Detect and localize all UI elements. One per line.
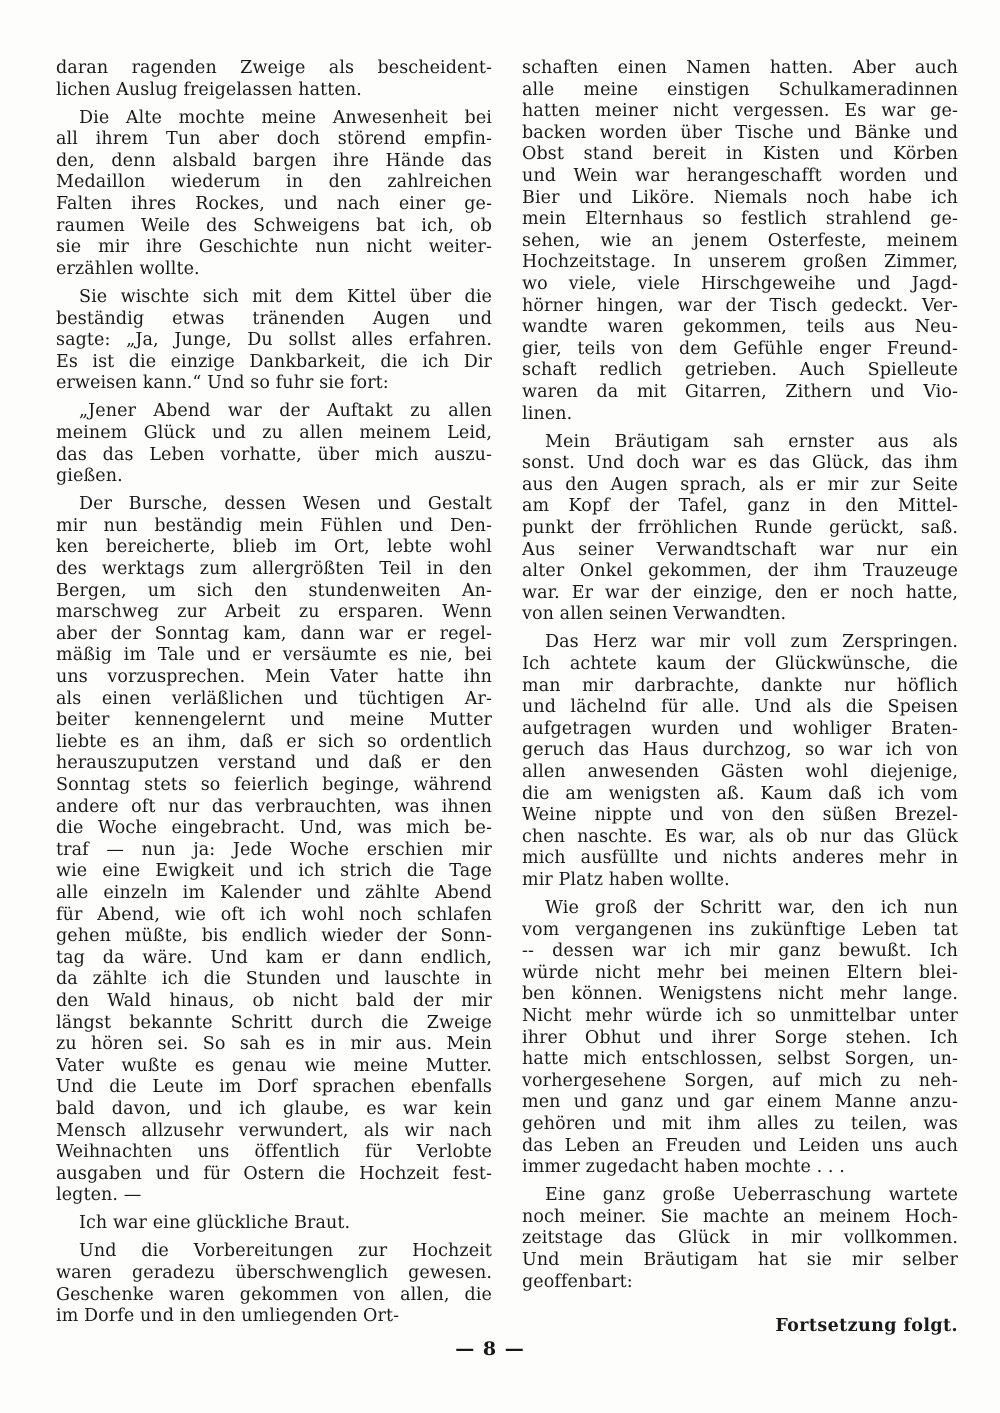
text-line: legten. — xyxy=(56,1185,142,1206)
text-line: und lächelnd für alle. Und als die Speisen xyxy=(522,697,958,718)
text-line: ben können. Wenigstens nicht mehr lange. xyxy=(522,984,958,1005)
text-line: -- dessen war ich mir ganz bewußt. Ich xyxy=(522,941,958,962)
text-line: sagte: „Ja, Junge, Du sollst alles erfahren. xyxy=(56,330,492,351)
text-line: vorhergesehene Sorgen, auf mich zu neh- xyxy=(522,1070,958,1091)
text-line: den Wald hinaus, ob nicht bald der mir xyxy=(56,990,492,1011)
text-line: das das Leben vorhatte, über mich auszu- xyxy=(56,444,492,465)
text-line: Ich achtete kaum der Glückwünsche, die xyxy=(522,654,958,675)
text-line: mich ausfüllte und nichts anderes mehr in xyxy=(522,848,958,869)
text-line: beständig etwas tränenden Augen und xyxy=(56,308,492,329)
text-line: mir nun beständig mein Fühlen und Den- xyxy=(56,515,492,536)
text-line: Vater wußte es genau wie meine Mutter. xyxy=(56,1055,492,1076)
paragraph xyxy=(56,58,492,101)
text-line: mir Platz haben wollte. xyxy=(522,869,730,890)
text-line: alle einzeln im Kalender und zählte Abend xyxy=(56,882,492,903)
text-line: die am wenigsten aß. Kaum daß ich vom xyxy=(522,783,958,804)
text-line: Sie wischte sich mit dem Kittel über die xyxy=(79,286,492,307)
text-line: sie mir ihre Geschichte nun nicht weiter- xyxy=(56,237,492,258)
text-line: Medaillon wiederum in den zahlreichen xyxy=(56,172,492,193)
text-line: sonst. Und doch war es das Glück, das ihm xyxy=(522,453,958,474)
text-line: da zählte ich die Stunden und lauschte in xyxy=(56,969,492,990)
text-line: mein Elternhaus so festlich strahlend ge- xyxy=(522,209,958,230)
text-line: Geschenke waren gekommen von allen, die xyxy=(56,1284,492,1305)
text-line: raumen Weile des Schweigens bat ich, ob xyxy=(56,215,492,236)
text-line: Der Bursche, dessen Wesen und Gestalt xyxy=(79,494,492,515)
text-line: des werktags zum allergrößten Teil in den xyxy=(56,559,492,580)
text-line: meinem Glück und zu allen meinem Leid, xyxy=(56,423,492,443)
text-line: Und die Vorbereitungen zur Hochzeit xyxy=(79,1241,492,1262)
paragraph xyxy=(56,401,492,487)
text-line: aufgetragen wurden und wohliger Braten- xyxy=(522,718,958,739)
text-line: im Dorfe und in den umliegenden Ort- xyxy=(56,1306,400,1327)
paragraph xyxy=(56,494,492,1207)
page-number xyxy=(0,1338,980,1360)
text-line: als einen verläßlichen und tüchtigen Ar- xyxy=(56,688,492,709)
text-line: immer zugedacht haben mochte . . . xyxy=(522,1157,845,1178)
paragraph xyxy=(56,1213,492,1235)
text-columns xyxy=(56,58,958,1338)
text-line: für Abend, wie oft ich wohl noch schlafen xyxy=(56,904,492,925)
text-line: hörner hingen, war der Tisch gedeckt. Ver- xyxy=(522,295,958,316)
text-line: geoffenbart: xyxy=(522,1271,633,1292)
text-line: ihrer Obhut und ihrer Sorge stehen. Ich xyxy=(522,1027,958,1048)
text-line: punkt der frröhlichen Runde gerückt, saß. xyxy=(522,517,958,538)
text-line: noch meiner. Sie machte an meinem Hoch- xyxy=(522,1206,958,1227)
text-line: Nicht mehr würde ich so unmittelbar unter xyxy=(522,1006,958,1027)
text-line: vom vergangenen ins zukünftige Leben tat xyxy=(522,919,958,940)
text-line: gießen. xyxy=(56,466,123,487)
paragraph xyxy=(522,1185,958,1293)
text-line: Wie groß der Schritt war, den ich nun xyxy=(545,898,958,919)
text-line: aus den Augen sprach, als er mir zur Seite xyxy=(522,474,958,495)
text-line: marschweg zur Arbeit zu ersparen. Wenn xyxy=(56,602,492,623)
paragraph xyxy=(56,287,492,395)
text-line: geruch das Haus durchzog, so war ich von xyxy=(522,740,958,761)
text-line: bald davon, und ich glaube, es war kein xyxy=(56,1098,492,1119)
text-line: Falten ihres Rockes, und nach einer ge- xyxy=(56,194,492,215)
paragraph xyxy=(522,1316,958,1338)
text-line: allen anwesenden Gästen wohl diejenige, xyxy=(522,762,958,782)
text-line: Aus seiner Verwandtschaft war nur ein xyxy=(522,539,958,560)
text-line: men und ganz und gar einem Manne anzu- xyxy=(522,1092,958,1113)
page-number-label: — 8 — xyxy=(455,1338,525,1360)
text-line: chen naschte. Es war, als ob nur das Glück xyxy=(522,826,958,847)
text-line: Mensch allzusehr verwundert, als wir nach xyxy=(56,1120,492,1141)
text-line: zeitstage das Glück in mir vollkommen. xyxy=(522,1228,958,1249)
text-line: von allen seinen Verwandten. xyxy=(522,604,787,625)
text-line: war. Er war der einzige, den er noch hatte, xyxy=(522,582,958,603)
text-line: Weine nippte und von den süßen Brezel- xyxy=(522,805,958,826)
paragraph xyxy=(522,432,958,626)
text-line: gier, teils von dem Gefühle enger Freund- xyxy=(522,338,958,359)
text-line: erweisen kann.“ Und so fuhr sie fort: xyxy=(56,373,389,394)
text-line: man mir darbrachte, dankte nur höflich xyxy=(522,675,958,696)
text-line: lichen Auslug freigelassen hatten. xyxy=(56,79,362,100)
text-line: linen. xyxy=(522,403,573,424)
text-line: den, denn alsbald bargen ihre Hände das xyxy=(56,150,492,171)
paragraph xyxy=(522,898,958,1179)
text-line: backen worden über Tische und Bänke und xyxy=(522,122,958,143)
text-line: Weihnachten uns öffentlich für Verlobte xyxy=(56,1142,492,1163)
paragraph xyxy=(56,1241,492,1327)
text-line: Eine ganz große Ueberraschung wartete xyxy=(545,1185,958,1206)
text-line: gehen müßte, bis endlich wieder der Sonn- xyxy=(56,926,492,947)
text-line: würde nicht mehr bei meinen Eltern blei- xyxy=(522,962,958,983)
text-line: wie eine Ewigkeit und ich strich die Tage xyxy=(56,861,492,882)
text-line: wo viele, viele Hirschgeweihe und Jagd- xyxy=(522,273,958,294)
text-line: Sonntag stets so feierlich beginge, während xyxy=(56,775,492,795)
text-line: längst bekannte Schritt durch die Zweige xyxy=(56,1012,492,1033)
text-line: Die Alte mochte meine Anwesenheit bei xyxy=(79,107,492,128)
text-line: die Woche eingebracht. Und, was mich be- xyxy=(56,818,492,839)
text-line: alle meine einstigen Schulkameradinnen xyxy=(522,79,958,100)
text-line: Fortsetzung folgt. xyxy=(775,1316,958,1337)
text-line: all ihrem Tun aber doch störend empfin- xyxy=(56,129,492,150)
text-line: herauszuputzen verstand und daß er den xyxy=(56,753,492,774)
text-line: ken bereicherte, blieb im Ort, lebte wohl xyxy=(56,537,492,558)
text-line: schaften einen Namen hatten. Aber auch xyxy=(522,58,958,78)
text-line: zu hören sei. So sah es in mir aus. Mein xyxy=(56,1034,492,1055)
text-line: Das Herz war mir voll zum Zerspringen. xyxy=(545,632,958,653)
text-line: mäßig im Tale und er versäumte es nie, bei xyxy=(56,645,492,666)
paragraph xyxy=(522,58,958,425)
paragraph xyxy=(56,108,492,281)
text-line: Es ist die einzige Dankbarkeit, die ich Dir xyxy=(56,351,492,372)
text-line: traf — nun ja: Jede Woche erschien mir xyxy=(56,839,492,860)
paragraph xyxy=(522,632,958,891)
text-line: schaft redlich getrieben. Auch Spielleute xyxy=(522,360,958,381)
text-line: Obst stand bereit in Kisten und Körben xyxy=(522,144,958,165)
text-line: am Kopf der Tafel, ganz in den Mittel- xyxy=(522,496,958,517)
text-line: Bier und Liköre. Niemals noch habe ich xyxy=(522,187,958,208)
text-line: uns vorzusprechen. Mein Vater hatte ihn xyxy=(56,667,492,688)
text-line: Ich war eine glückliche Braut. xyxy=(79,1213,351,1234)
text-line: alter Onkel gekommen, der ihm Trauzeuge xyxy=(522,561,958,582)
text-line: tag da wäre. Und kam er dann endlich, xyxy=(56,947,492,968)
text-line: wandte waren gekommen, teils aus Neu- xyxy=(522,317,958,338)
text-line: Und mein Bräutigam hat sie mir selber xyxy=(522,1250,958,1271)
text-line: Bergen, um sich den stundenweiten An- xyxy=(56,580,492,601)
text-line: liebte es an ihm, daß er sich so ordentlich xyxy=(56,731,492,752)
text-line: erzählen wollte. xyxy=(56,258,200,279)
text-line: gehören und mit ihm alles zu teilen, was xyxy=(522,1114,958,1134)
text-line: sehen, wie an jenem Osterfeste, meinem xyxy=(522,230,958,251)
text-line: Hochzeitstage. In unserem großen Zimmer, xyxy=(522,252,958,273)
text-line: waren da mit Gitarren, Zithern und Vio- xyxy=(522,381,958,402)
text-line: Mein Bräutigam sah ernster aus als xyxy=(545,431,958,452)
text-line: ausgaben und für Ostern die Hochzeit fest- xyxy=(56,1163,492,1184)
text-line: andere oft nur das verbrauchten, was ihnen xyxy=(56,796,492,817)
text-line: Und die Leute im Dorf sprachen ebenfalls xyxy=(56,1077,492,1098)
right-column xyxy=(522,58,958,1338)
text-line: „Jener Abend war der Auftakt zu allen xyxy=(79,401,492,422)
text-line: hatte mich entschlossen, selbst Sorgen, un- xyxy=(522,1049,958,1070)
text-line: aber der Sonntag kam, dann war er regel- xyxy=(56,623,492,644)
text-line: waren geradezu überschwenglich gewesen. xyxy=(56,1263,492,1284)
text-line: das Leben an Freuden und Leiden uns auch xyxy=(522,1135,958,1156)
text-line: hatten meiner nicht vergessen. Es war ge- xyxy=(522,101,958,122)
text-line: und Wein war herangeschafft worden und xyxy=(522,165,958,186)
text-line: beiter kennengelernt und meine Mutter xyxy=(56,710,492,731)
left-column xyxy=(56,58,492,1338)
text-line: daran ragenden Zweige als bescheident- xyxy=(56,58,492,78)
